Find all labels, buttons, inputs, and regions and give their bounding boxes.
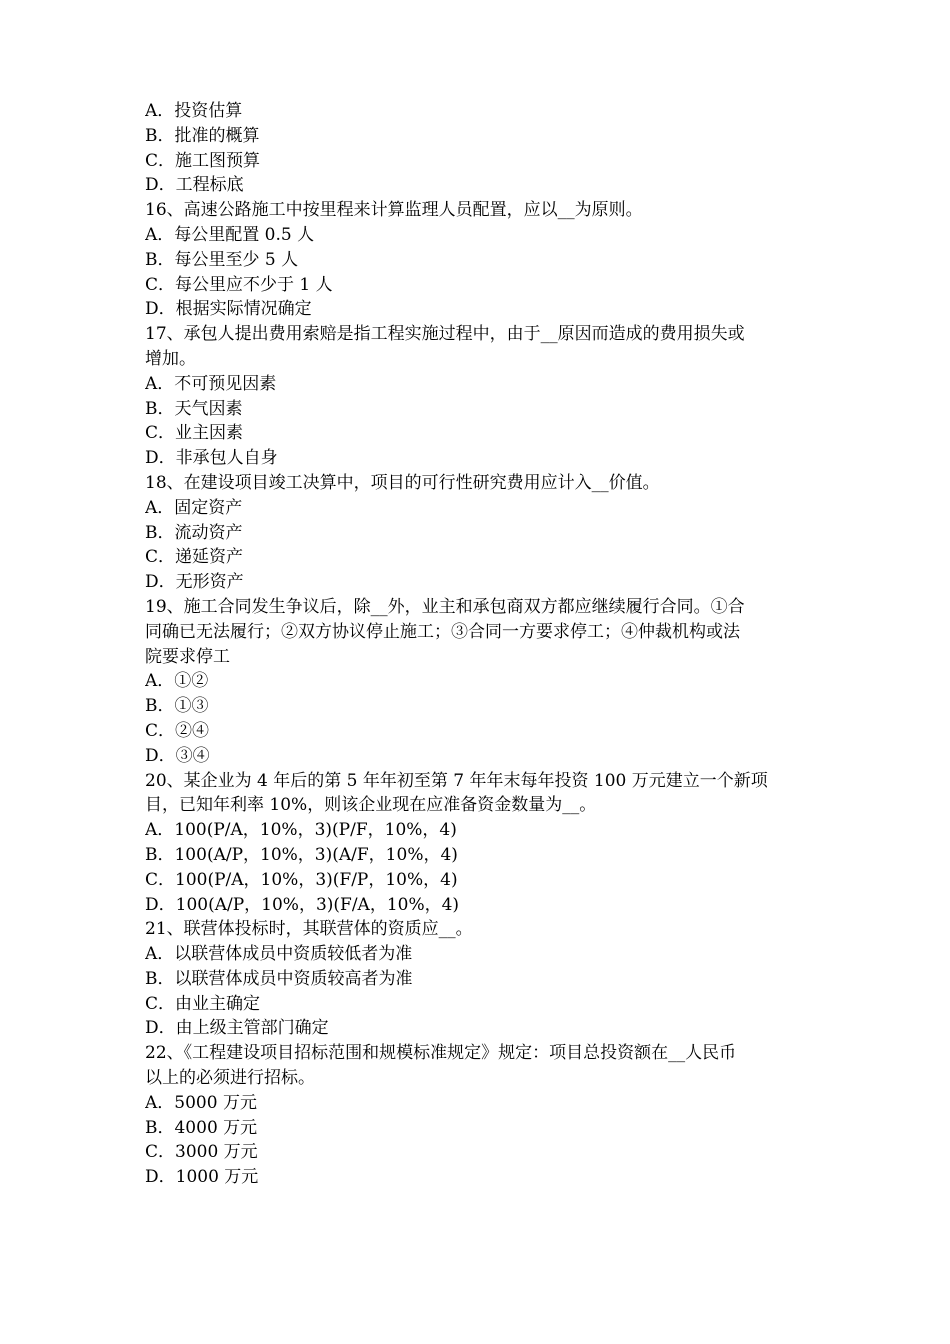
question-stem: 22、《工程建设项目招标范围和规模标准规定》规定：项目总投资额在__人民币 bbox=[145, 1043, 737, 1064]
question-17 bbox=[145, 322, 815, 471]
option-b: B．①③ bbox=[145, 696, 209, 717]
question-list bbox=[145, 99, 815, 1190]
question-stem: 17、承包人提出费用索赔是指工程实施过程中，由于__原因而造成的费用损失或 bbox=[145, 324, 745, 345]
option-d: D．非承包人自身 bbox=[145, 448, 278, 469]
option-b: B．100(A/P，10%，3)(A/F，10%，4) bbox=[145, 844, 458, 865]
option-c: C．施工图预算 bbox=[145, 150, 261, 171]
option-b: B．天气因素 bbox=[145, 398, 243, 419]
option-c: C．3000 万元 bbox=[145, 1142, 258, 1163]
option-b: B．批准的概算 bbox=[145, 125, 260, 146]
question-22 bbox=[145, 1041, 815, 1190]
option-b: B．4000 万元 bbox=[145, 1117, 258, 1138]
question-20 bbox=[145, 769, 815, 918]
option-c: C．业主因素 bbox=[145, 423, 244, 444]
question-stem: 21、联营体投标时，其联营体的资质应__。 bbox=[145, 919, 473, 940]
option-d: D．由上级主管部门确定 bbox=[145, 1018, 329, 1039]
option-c: C．②④ bbox=[145, 720, 210, 741]
option-d: D．100(A/P，10%，3)(F/A，10%，4) bbox=[145, 894, 460, 915]
option-a: A．每公里配置 0.5 人 bbox=[145, 224, 315, 245]
question-16 bbox=[145, 198, 815, 322]
option-d: D．根据实际情况确定 bbox=[145, 299, 312, 320]
option-b: B．以联营体成员中资质较高者为准 bbox=[145, 968, 413, 989]
question-stem: 16、高速公路施工中按里程来计算监理人员配置，应以__为原则。 bbox=[145, 200, 643, 221]
question-stem-cont: 增加。 bbox=[145, 348, 196, 369]
option-d: D．无形资产 bbox=[145, 572, 244, 593]
question-stem-cont: 以上的必须进行招标。 bbox=[145, 1068, 315, 1089]
question-18 bbox=[145, 471, 815, 595]
option-c: C．100(P/A，10%，3)(F/P，10%，4) bbox=[145, 869, 458, 890]
option-c: C．由业主确定 bbox=[145, 993, 261, 1014]
option-a: A．投资估算 bbox=[145, 101, 243, 121]
question-21 bbox=[145, 917, 815, 1041]
question-stem: 18、在建设项目竣工决算中，项目的可行性研究费用应计入__价值。 bbox=[145, 472, 660, 493]
option-c: C．每公里应不少于 1 人 bbox=[145, 274, 333, 295]
option-d: D．工程标底 bbox=[145, 175, 244, 196]
option-c: C．递延资产 bbox=[145, 547, 244, 568]
option-b: B．流动资产 bbox=[145, 522, 243, 543]
option-a: A．5000 万元 bbox=[145, 1092, 257, 1113]
option-b: B．每公里至少 5 人 bbox=[145, 249, 299, 270]
question-19 bbox=[145, 595, 815, 769]
question-stem-cont: 目，已知年利率 10%，则该企业现在应准备资金数量为__。 bbox=[145, 795, 597, 816]
lead-options bbox=[145, 99, 815, 198]
question-stem-cont: 同确已无法履行；②双方协议停止施工；③合同一方要求停工；④仲裁机构或法 bbox=[145, 621, 740, 642]
option-a: A．100(P/A，10%，3)(P/F，10%，4) bbox=[145, 820, 457, 841]
option-a: A．①② bbox=[145, 671, 209, 692]
option-d: D．1000 万元 bbox=[145, 1167, 259, 1188]
question-stem: 19、施工合同发生争议后，除__外，业主和承包商双方都应继续履行合同。①合 bbox=[145, 596, 745, 617]
option-a: A．以联营体成员中资质较低者为准 bbox=[145, 944, 413, 965]
option-a: A．不可预见因素 bbox=[145, 373, 277, 394]
question-stem-cont: 院要求停工 bbox=[145, 646, 230, 667]
option-d: D．③④ bbox=[145, 745, 210, 766]
option-a: A．固定资产 bbox=[145, 497, 243, 518]
question-stem: 20、某企业为 4 年后的第 5 年年初至第 7 年年末每年投资 100 万元建立一个新项 bbox=[145, 770, 768, 791]
